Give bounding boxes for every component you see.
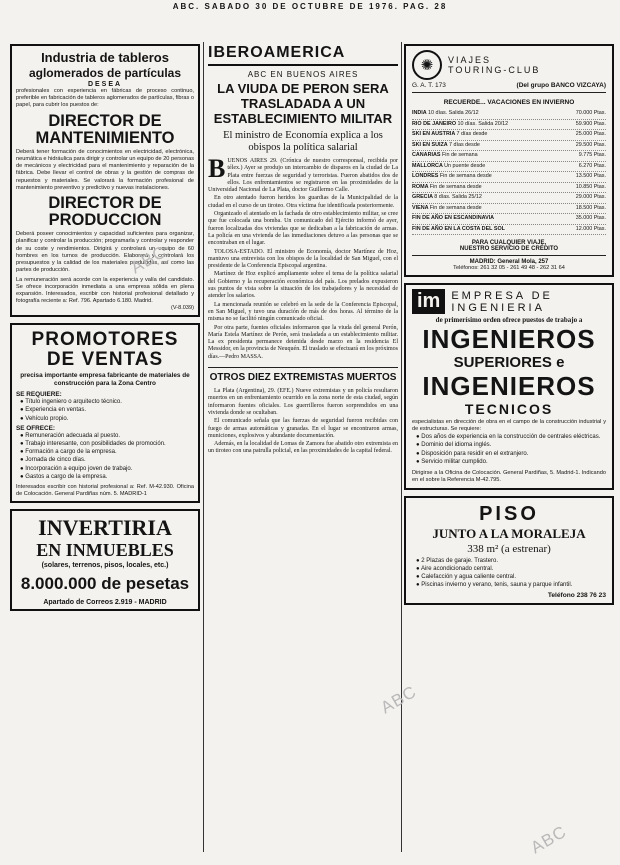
list-item-text: Remuneración adecuada al puesto.	[25, 432, 121, 439]
list-item-text: Trabajo interesante, con posibilidades de promoción.	[25, 441, 166, 448]
list-item	[20, 473, 194, 481]
trip-row	[412, 172, 606, 183]
ad-title: TECNICOS	[464, 401, 554, 418]
list-item-text: Dos años de experiencia en la construcción de centrales eléctricas.	[421, 434, 601, 441]
ad-title: EN INMUEBLES	[36, 540, 174, 561]
ad-subtitle: JUNTO A LA MORALEJA	[432, 526, 586, 542]
trip-destination: MALLORCA	[412, 162, 443, 169]
article-paragraph	[208, 154, 398, 194]
trip-dest-cell	[412, 214, 494, 224]
offer-heading: SE OFRECE:	[16, 424, 56, 432]
trip-dest-cell	[412, 204, 482, 214]
list-item	[416, 458, 606, 466]
list-item	[416, 450, 606, 458]
ad-intro: de primerísimo orden ofrece puestos de trabajo a	[435, 316, 583, 324]
ad-invertiria	[10, 509, 200, 611]
trip-table	[412, 109, 606, 235]
ad-title: INGENIEROS	[422, 324, 596, 354]
position-text: Deberá tener formación de conocimientos en electricidad, electrónica, neumática e hidráulica para dirigir y controlar un equipo de 20 personas de mecánicos y electricidad para el mantenimiento y reparación de la fábrica. Debe llevar el control de obras y la gestión de compras de repuestos y materiales. Se valorará la formación profesional de mantenimiento preventivo y predictivo y nuevas instalaciones.	[16, 149, 194, 191]
list-item-text: Formación a cargo de la empresa.	[25, 449, 117, 456]
trip-row	[412, 109, 606, 120]
trip-row	[412, 141, 606, 152]
bullet-icon: ●	[20, 465, 26, 472]
ad-requisites: especialistas en dirección de obra en el campo de la construcción industrial y de estructuras. Se requiere:	[412, 419, 606, 433]
trip-description: 10 días. Salida 20/12	[457, 120, 509, 127]
list-item	[416, 573, 606, 581]
trip-dest-cell	[412, 225, 505, 235]
list-item-text: Vehículo propio.	[25, 415, 69, 422]
article-paragraph: La mencionada reunión se celebró en la sede de la Conferencia Episcopal, en San Miguel, y tuvo una duración de más de dos horas. Al término de la misma no se facilitó ningún comunicado oficial.	[208, 301, 398, 323]
ad-title: PROMOTORES DE VENTAS	[31, 329, 179, 371]
trip-description: 7 días desde	[456, 131, 488, 137]
bullet-icon: ●	[20, 415, 26, 422]
article-body-2	[208, 388, 398, 456]
trip-description: Fin de semana	[441, 152, 478, 158]
bullet-icon: ●	[416, 434, 422, 441]
trip-destination: RIO DE JANEIRO	[412, 120, 457, 127]
ad-title: INVERTIRIA	[38, 515, 172, 541]
article-paragraph: Organizado el atentado en la fachada de otro establecimiento militar, se cree que fue colocada una bomba. Un comunicado del Ejército informó de ayer, fueron localizadas dos viviendas que se dedicaban a la fabricación de armas. La policía en una vivienda de las inmediaciones detuvo a las personas que se encontraban en el lugar.	[208, 211, 398, 247]
position-title: DIRECTOR DE PRODUCCION	[48, 193, 162, 230]
ad-address: MADRID: General Mola, 257	[469, 259, 549, 265]
ad-intro: profesionales con experiencia en fábricas de proceso continuo, preferible en fabricación de tableros aglomerados de partículas, fibras o papel, para cubrir los puestos de:	[16, 88, 194, 109]
bullet-icon: ●	[416, 442, 422, 449]
trip-price: 59.900 Ptas.	[575, 120, 606, 127]
article-paragraph: TOLOSA-ESTADO. El ministro de Economía, doctor Martínez de Hoz, mantuvo una entrevista con los obispos de la localidad de San Miguel, con el presidente de la Conferencia Episcopal argentina.	[208, 248, 398, 270]
ad-contact: Interesados escribir con historial profesional a: Ref. M-42.930. Oficina de Colocación. General Pardiñas núm. 5. MADRID-1	[16, 484, 194, 498]
trip-description: Fin de semana desde	[439, 173, 492, 179]
trip-destination: GRECIA	[412, 194, 433, 200]
trip-dest-cell	[412, 151, 478, 161]
bullet-icon: ●	[20, 407, 26, 414]
ad-tableros	[10, 44, 200, 317]
trip-destination: ROMA	[412, 183, 429, 190]
list-item	[20, 465, 194, 473]
trip-destination: CANARIAS	[412, 152, 441, 158]
column-rule	[401, 42, 402, 852]
trip-dest-cell	[412, 172, 492, 182]
trip-description: 10 días. Salida 26/12	[427, 110, 479, 116]
trip-price: 25.000 Ptas.	[575, 131, 606, 137]
trip-dest-cell	[412, 130, 487, 140]
trip-row	[412, 193, 606, 204]
watermark: ABC	[127, 241, 170, 278]
list-item	[20, 406, 194, 414]
bullet-icon: ●	[20, 441, 26, 448]
list-item	[20, 415, 194, 423]
trip-price: 13.500 Ptas.	[575, 173, 606, 179]
article-headline-2: OTROS DIEZ EXTREMISTAS MUERTOS	[208, 367, 398, 384]
requisites-list	[412, 433, 606, 466]
bullet-icon: ●	[416, 450, 422, 457]
trip-destination: LONDRES	[412, 173, 439, 179]
trip-description: Fin de semana desde	[429, 183, 482, 190]
trip-description: 8 días. Salida 25/12	[434, 194, 482, 200]
bullet-icon: ●	[20, 473, 26, 480]
ad-title: PISO	[479, 503, 539, 526]
column-center	[208, 44, 398, 849]
trip-dest-cell	[412, 183, 482, 193]
column-left	[10, 44, 200, 844]
article-paragraph: En otro atentado fueron heridos los guardias de la Municipalidad de la ciudad en el curso de un tiroteo. Otra víctima fue identificada posteriormente.	[208, 195, 398, 209]
license: G. A. T. 173	[412, 82, 446, 89]
list-item	[416, 581, 606, 589]
list-item	[20, 456, 194, 464]
trip-row	[412, 204, 606, 215]
column-right	[404, 44, 614, 849]
list-item	[20, 432, 194, 440]
ad-title: aglomerados de partículas	[28, 65, 182, 80]
trip-destination: INDIA	[412, 110, 427, 116]
article-deck: El ministro de Economía explica a los obispos la política salarial	[223, 130, 383, 153]
ad-ref: (V-8.039)	[170, 305, 194, 312]
list-item-text: Aire acondicionado central.	[420, 566, 494, 573]
list-item	[20, 398, 194, 406]
ad-phone: Teléfono 238 76 23	[547, 591, 606, 599]
trip-row	[412, 130, 606, 141]
ad-piso	[404, 496, 614, 604]
features-list	[412, 557, 606, 590]
company-name: EMPRESA DE	[451, 289, 553, 302]
list-item	[416, 441, 606, 449]
ad-subtitle: (solares, terrenos, pisos, locales, etc.)	[41, 562, 169, 570]
column-rule	[203, 42, 204, 852]
offer-list	[16, 432, 194, 481]
page-header: ABC. SABADO 30 DE OCTUBRE DE 1976. PAG. 28	[172, 2, 448, 11]
list-item	[20, 440, 194, 448]
trip-row	[412, 151, 606, 162]
trip-description: 7 días desde	[448, 141, 480, 148]
ad-contact: Dirigirse a la Oficina de Colocación. General Pardiñas, 5. Madrid-1. Indicando en el sobre la Referencia M-42.795.	[412, 470, 606, 484]
requirements-list	[16, 398, 194, 423]
article-paragraph: Por otra parte, fuentes oficiales informaron que la viuda del general Perón, María Estela Martínez de Perón, será trasladada a un establecimiento militar. La ex presidenta permanece detenida desde marzo en la residencia El Messidor, en la provincia de Neuquén. El traslado se efectuará en los próximos días.—Pedro MASSA.	[208, 324, 398, 360]
trip-price: 9.775 Ptas.	[578, 152, 606, 158]
watermark: ABC	[377, 681, 420, 718]
ad-touring-club	[404, 44, 614, 277]
trip-price: 29.000 Ptas.	[575, 194, 606, 200]
article-kicker: ABC EN BUENOS AIRES	[247, 70, 359, 79]
position-text: Deberá poseer conocimientos y capacidad suficientes para organizar, planificar y controlar la producción; programarla y controlar y responder de su coste y rendimientos. Dirigirá y controlará un equipo de 60 hombres en los turnos de producción. Elaborará y controlará los presupuestos y la calidad de los materiales producidos, así como las partes de producción.	[16, 231, 194, 273]
bullet-icon: ●	[416, 574, 422, 581]
ad-footer: PARA CUALQUIER VIAJE,	[471, 240, 547, 246]
group-name: (Del grupo BANCO VIZCAYA)	[516, 82, 606, 89]
list-item	[416, 565, 606, 573]
list-item-text: Calefacción y agua caliente central.	[421, 574, 517, 581]
article-paragraph: Además, en la localidad de Lomas de Zamora fue abatido otro extremista en un tiroteo con una patrulla policial, en las proximidades de la capital federal.	[208, 441, 398, 455]
article-headline: LA VIUDA DE PERON SERA TRASLADADA A UN ESTABLECIMIENTO MILITAR	[213, 81, 393, 126]
list-item-text: Jornada de cinco días.	[25, 457, 86, 464]
bullet-icon: ●	[20, 449, 26, 456]
list-item-text: 2 Plazas de garaje. Trastero.	[421, 557, 499, 564]
trip-price: 35.000 Ptas.	[575, 215, 606, 221]
bullet-icon: ●	[20, 432, 26, 439]
bullet-icon: ●	[20, 457, 26, 464]
ad-ingenieria	[404, 283, 614, 490]
trip-row	[412, 120, 606, 131]
trip-row	[412, 214, 606, 225]
trip-destination: FIN DE AÑO EN LA COSTA DEL SOL	[412, 225, 505, 232]
watermark: ABC	[527, 821, 570, 858]
trip-destination: FIN DE AÑO EN ESCANDINAVIA	[412, 215, 495, 221]
list-item-text: Incorporación a equipo joven de trabajo.	[25, 465, 133, 472]
ad-title: INGENIEROS	[422, 371, 596, 402]
bullet-icon: ●	[416, 582, 422, 589]
list-item	[416, 557, 606, 565]
ad-footer: La remuneración será acorde con la experiencia y valía del candidato. Se ofrece incorporación inmediata a una empresa sólida en plena expansión. Interesados, escribir con historial profesional detallado y fotografía reciente a: Ref. 796. Apartado 6.180. Madrid.	[16, 276, 194, 305]
list-item	[416, 433, 606, 441]
ad-promotores	[10, 323, 200, 503]
section-title: IBEROAMERICA	[208, 44, 398, 66]
trip-description: Un puente desde	[444, 162, 486, 169]
list-item-text: Piscinas invierno y verano, tenis, sauna y parque infantil.	[421, 582, 573, 589]
ad-contact: Apartado de Correos 2.919 - MADRID	[43, 599, 167, 607]
bullet-icon: ●	[416, 566, 421, 573]
article-paragraph: Martínez de Hoz explicó ampliamente sobre el tema de la política salarial del Gobierno y la recuperación económica del país. Los prelados expusieron sus puntos de vista sobre la situación de los trabajadores y la necesidad de atender los salarios.	[208, 271, 398, 300]
list-item-text: Servicio militar cumplido.	[421, 458, 488, 465]
ad-amount: 8.000.000 de pesetas	[20, 574, 190, 594]
trip-price: 12.000 Ptas.	[575, 225, 606, 232]
trip-price: 6.270 Ptas.	[578, 162, 606, 169]
ad-footer: NUESTRO SERVICIO DE CRÉDITO	[459, 246, 559, 252]
trip-price: 18.500 Ptas.	[575, 204, 606, 211]
ad-title: SUPERIORES e	[453, 354, 565, 372]
bullet-icon: ●	[20, 399, 26, 406]
ad-title: Industria de tableros	[41, 50, 169, 65]
ad-title: RECUERDE... VACACIONES EN INVIERNO	[443, 99, 575, 106]
company-logo: im	[412, 289, 445, 314]
ad-desea: DESEA	[87, 81, 123, 89]
article-paragraph: El comunicado señala que las fuerzas de seguridad fueron recibidas con fuego de armas automáticas y granadas. En el lugar se encontraron armas, municiones, explosivos y abundante documentación.	[208, 418, 398, 439]
trip-dest-cell	[412, 193, 482, 203]
article-paragraph-text: UENOS AIRES 29. (Crónica de nuestro corresponsal, recibida por télex.) Ayer se produjo un intercambio de disparos en la ciudad de La Plata entre fuerzas de seguridad y terroristas. Fueron abatidos dos de ellos. Los enfrentamientos se registraron en las proximidades de la Universidad Nacional de La Plata, doctor Guillermo Calle.	[208, 158, 398, 194]
trip-dest-cell	[412, 120, 508, 130]
bullet-icon: ●	[416, 458, 422, 465]
article-body	[208, 154, 398, 361]
brand-line: TOURING-CLUB	[448, 65, 541, 75]
article-paragraph: La Plata (Argentina), 29. (EFE.) Nueve extremistas y un policía resultaron muertos en un enfrentamiento ocurrido en la zona norte de esta ciudad, según informaron fuentes oficiales. Los guerrilleros fueron sorprendidos en una vivienda donde se ocultaban.	[208, 388, 398, 416]
bullet-icon: ●	[416, 557, 422, 564]
company-name: INGENIERIA	[451, 301, 545, 314]
trip-destination: VIENA	[412, 204, 429, 211]
trip-destination: SKI EN AUSTRIA	[412, 131, 456, 137]
trip-price: 10.850 Ptas.	[575, 183, 606, 190]
trip-description: Fin de semana desde	[429, 204, 482, 211]
trip-destination: SKI EN SUIZA	[412, 141, 448, 148]
trip-dest-cell	[412, 141, 480, 151]
list-item-text: Título ingeniero o arquitecto técnico.	[25, 399, 122, 406]
globe-icon: ✺	[412, 50, 442, 80]
trip-dest-cell	[412, 109, 479, 119]
requirements-heading: SE REQUIERE:	[16, 391, 62, 399]
list-item-text: Disposición para residir en el extranjero.	[421, 450, 529, 457]
ad-size: 338 m² (a estrenar)	[467, 542, 551, 555]
list-item-text: Gastos a cargo de la empresa.	[25, 473, 108, 480]
drop-cap: B	[208, 154, 226, 183]
brand-line: VIAJES	[448, 55, 492, 65]
trip-row	[412, 225, 606, 236]
ad-phones: Teléfonos: 261 32 05 - 261 49 48 - 262 31 64	[453, 265, 565, 271]
trip-row	[412, 183, 606, 194]
trip-row	[412, 162, 606, 173]
trip-price: 70.000 Ptas.	[575, 110, 606, 116]
list-item	[20, 448, 194, 456]
position-title: DIRECTOR DE MANTENIMIENTO	[35, 111, 175, 147]
list-item-text: Dominio del idioma inglés.	[421, 442, 492, 449]
trip-price: 29.500 Ptas.	[575, 141, 606, 148]
trip-dest-cell	[412, 162, 485, 172]
list-item-text: Experiencia en ventas.	[25, 407, 86, 414]
ad-subtitle: precisa importante empresa fabricante de materiales de construcción para la Zona Centro	[20, 372, 190, 388]
